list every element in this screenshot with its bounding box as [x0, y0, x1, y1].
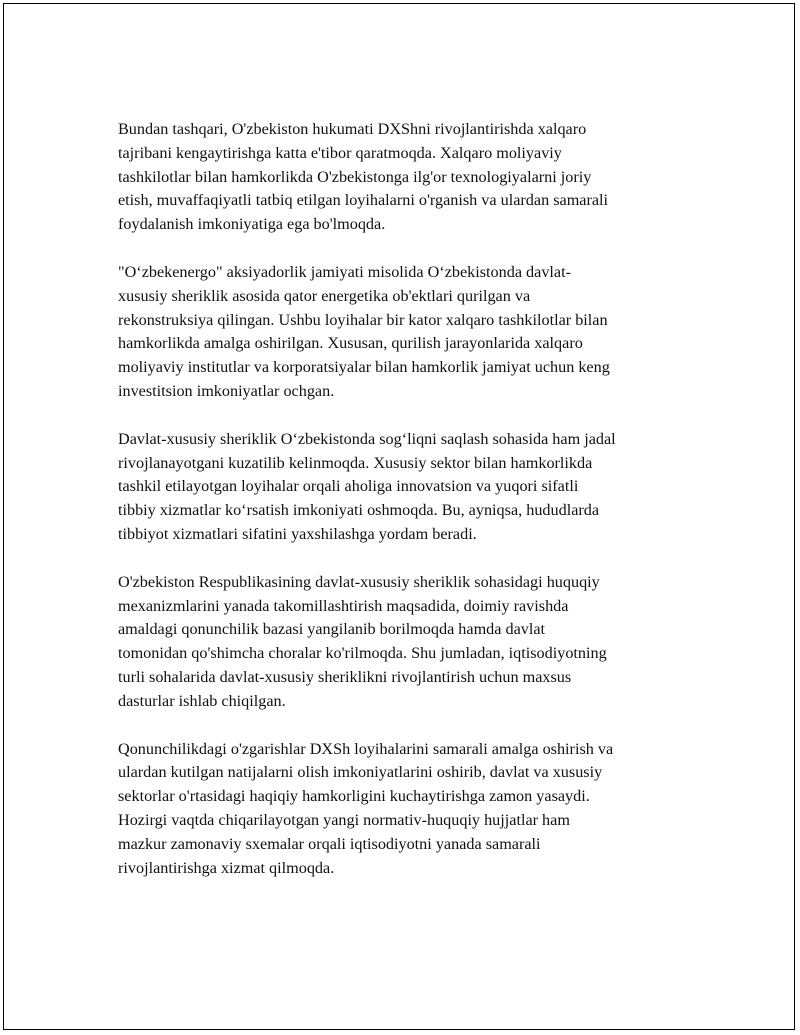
- paragraph-3: [118, 428, 698, 547]
- text-line: etish, muvaffaqiyatli tatbiq etilgan loyihalarni o'rganish va ulardan samarali: [118, 191, 609, 210]
- text-line: investitsion imkoniyatlar ochgan.: [118, 381, 335, 400]
- document-body: [118, 118, 698, 904]
- text-line: tibbiyot xizmatlari sifatini yaxshilashga yordam beradi.: [118, 524, 477, 543]
- text-line: hamkorlikda amalga oshirilgan. Xususan, qurilish jarayonlarida xalqaro: [118, 334, 583, 353]
- text-line: rivojlanayotgani kuzatilib kelinmoqda. Xususiy sektor bilan hamkorlikda: [118, 453, 593, 472]
- text-line: mexanizmlarini yanada takomillashtirish maqsadida, doimiy ravishda: [118, 596, 569, 615]
- text-line: rivojlantirishga xizmat qilmoqda.: [118, 858, 335, 877]
- text-line: tibbiy xizmatlar ko‘rsatish imkoniyati oshmoqda. Bu, ayniqsa, hududlarda: [118, 501, 600, 520]
- text-line: tashkilotlar bilan hamkorlikda O'zbekistonga ilg'or texnologiyalarni joriy: [118, 167, 592, 186]
- text-line: Davlat-xususiy sheriklik O‘zbekistonda sog‘liqni saqlash sohasida ham jadal: [118, 429, 616, 448]
- text-line: turli sohalarida davlat-xususiy sheriklikni rivojlantirish uchun maxsus: [118, 667, 572, 686]
- text-line: rekonstruksiya qilingan. Ushbu loyihalar bir kator xalqaro tashkilotlar bilan: [118, 310, 608, 329]
- text-line: "O‘zbekenergo" aksiyadorlik jamiyati misolida O‘zbekistonda davlat-: [118, 262, 571, 281]
- text-line: Bundan tashqari, O'zbekiston hukumati DXShni rivojlantirishda xalqaro: [118, 120, 587, 138]
- paragraph-4: [118, 571, 698, 714]
- text-line: Qonunchilikdagi o'zgarishlar DXSh loyihalarini samarali amalga oshirish va: [118, 739, 614, 758]
- text-line: mazkur zamonaviy sxemalar orqali iqtisodiyotni yanada samarali: [118, 834, 541, 853]
- text-line: xususiy sheriklik asosida qator energetika ob'ektlari qurilgan va: [118, 286, 531, 305]
- text-line: O'zbekiston Respublikasining davlat-xususiy sheriklik sohasidagi huquqiy: [118, 572, 600, 591]
- text-line: sektorlar o'rtasidagi haqiqiy hamkorligini kuchaytirishga zamon yasaydi.: [118, 787, 590, 806]
- text-line: amaldagi qonunchilik bazasi yangilanib borilmoqda hamda davlat: [118, 620, 546, 639]
- text-line: ulardan kutilgan natijalarni olish imkoniyatlarini oshirib, davlat va xususiy: [118, 763, 603, 782]
- text-line: tajribani kengaytirishga katta e'tibor qaratmoqda. Xalqaro moliyaviy: [118, 143, 562, 162]
- text-line: dasturlar ishlab chiqilgan.: [118, 691, 286, 710]
- text-line: tashkil etilayotgan loyihalar orqali aholiga innovatsion va yuqori sifatli: [118, 477, 579, 496]
- paragraph-2: [118, 261, 698, 404]
- text-line: Hozirgi vaqtda chiqarilayotgan yangi normativ-huquqiy hujjatlar ham: [118, 810, 570, 829]
- text-line: moliyaviy institutlar va korporatsiyalar bilan hamkorlik jamiyat uchun keng: [118, 358, 610, 377]
- text-line: foydalanish imkoniyatiga ega bo'lmoqda.: [118, 215, 386, 234]
- paragraph-1: [118, 118, 698, 237]
- text-line: tomonidan qo'shimcha choralar ko'rilmoqda. Shu jumladan, iqtisodiyotning: [118, 644, 607, 663]
- paragraph-5: [118, 738, 698, 881]
